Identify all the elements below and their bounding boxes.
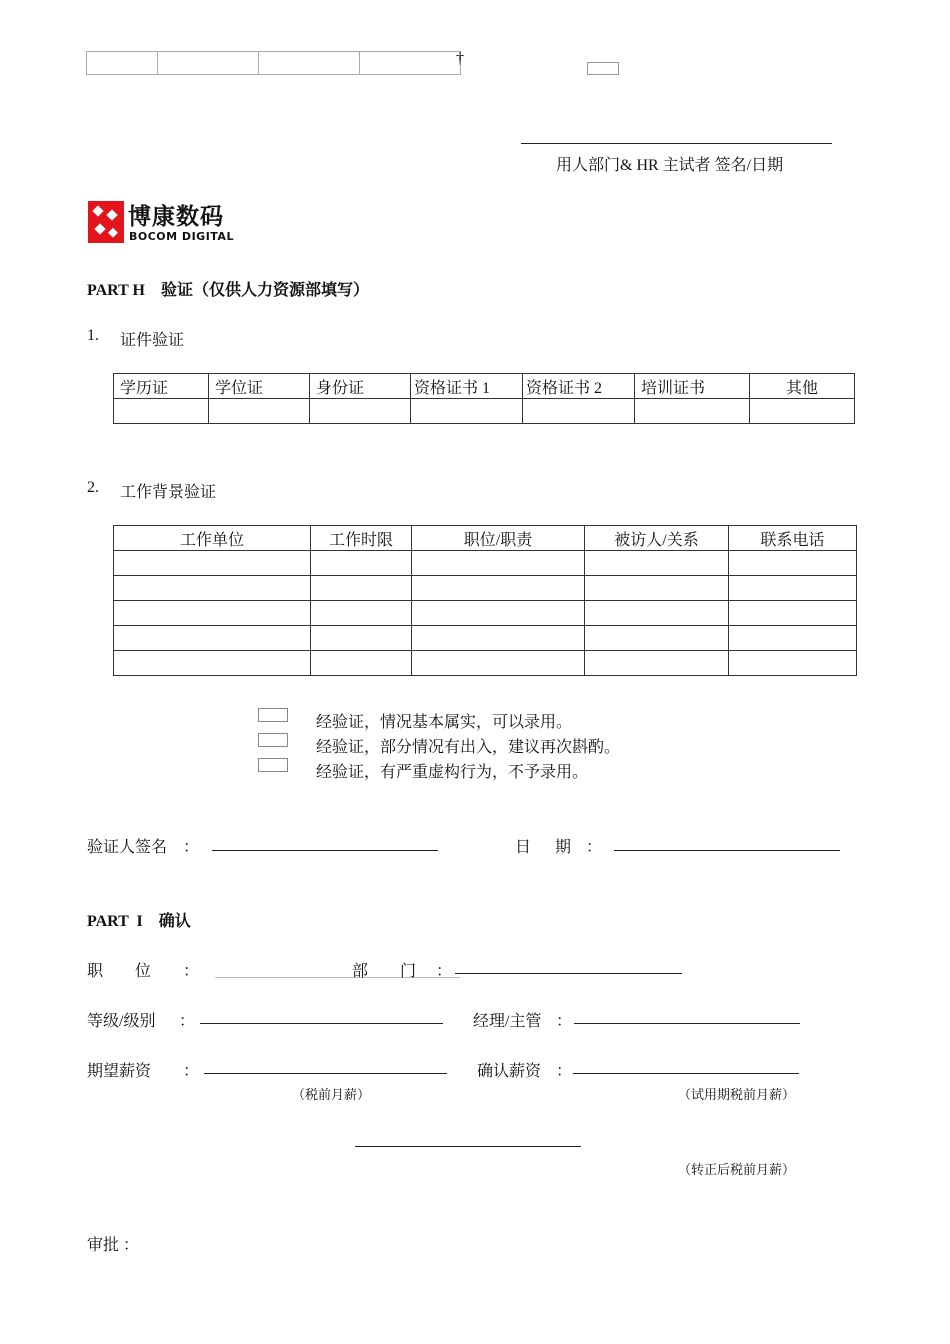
table-row	[114, 626, 857, 651]
top-header-cell	[360, 52, 461, 75]
table-header-cell: 资格证书 1	[411, 374, 523, 399]
table-header-cell: 学位证	[209, 374, 310, 399]
table-header-cell: 工作单位	[114, 526, 311, 551]
table-cell[interactable]	[729, 651, 857, 676]
probation-note: （试用期税前月薪）	[678, 1087, 796, 1102]
option-checkbox-1[interactable]	[258, 708, 288, 722]
regular-salary-field[interactable]	[355, 1146, 581, 1147]
option-checkbox-3[interactable]	[258, 758, 288, 772]
section2-title: 工作背景验证	[120, 484, 217, 501]
part-i-title: PART I 确认	[87, 913, 191, 930]
table-header-cell: 工作时限	[311, 526, 412, 551]
certificate-table	[113, 373, 855, 424]
table-row	[114, 576, 857, 601]
regular-salary-note: （转正后税前月薪）	[678, 1162, 796, 1177]
table-header-row	[114, 374, 855, 399]
option-checkbox-2[interactable]	[258, 733, 288, 747]
section2-number: 2.	[87, 479, 99, 496]
table-cell[interactable]	[585, 576, 729, 601]
colon: ：	[586, 839, 603, 856]
colon: ：	[436, 963, 453, 980]
table-cell[interactable]	[585, 601, 729, 626]
table-header-cell: 资格证书 2	[523, 374, 635, 399]
manager-field[interactable]	[574, 1023, 800, 1024]
table-cell[interactable]	[585, 551, 729, 576]
option-label-1: 经验证，情况基本属实，可以录用。	[316, 714, 573, 731]
table-cell[interactable]	[311, 551, 412, 576]
company-logo	[88, 201, 248, 245]
table-cell[interactable]	[311, 626, 412, 651]
department-field[interactable]	[455, 973, 682, 974]
table-row	[114, 601, 857, 626]
position-field[interactable]	[215, 977, 460, 978]
colon: ：	[183, 839, 200, 856]
approval-label: 审批 ：	[87, 1237, 140, 1254]
section1-title: 证件验证	[120, 332, 185, 349]
date-field[interactable]	[614, 850, 840, 851]
table-cell[interactable]	[209, 399, 310, 424]
table-cell[interactable]	[310, 399, 411, 424]
table-header-cell: 其他	[750, 374, 855, 399]
table-cell[interactable]	[729, 551, 857, 576]
manager-label: 经理/主管	[473, 1013, 542, 1030]
logo-cn-text: 博康数码	[128, 204, 224, 230]
table-cell[interactable]	[412, 576, 585, 601]
table-cell[interactable]	[114, 651, 311, 676]
grade-label: 等级/级别	[87, 1013, 156, 1030]
colon: ：	[183, 1063, 200, 1080]
hr-signature-line	[521, 143, 832, 144]
logo-en-text: BOCOM DIGITAL	[129, 230, 234, 243]
table-cell[interactable]	[412, 651, 585, 676]
pre-tax-note: （税前月薪）	[292, 1087, 371, 1102]
top-header-table	[86, 51, 461, 75]
table-cell[interactable]	[114, 576, 311, 601]
top-tick-mark: †	[456, 50, 464, 67]
table-cell[interactable]	[729, 601, 857, 626]
verifier-signature-field[interactable]	[212, 850, 438, 851]
top-small-box	[587, 62, 619, 75]
top-header-cell	[87, 52, 158, 75]
colon: ：	[179, 1013, 196, 1030]
table-cell[interactable]	[411, 399, 523, 424]
table-cell[interactable]	[750, 399, 855, 424]
table-cell[interactable]	[114, 626, 311, 651]
department-label: 部 门	[352, 963, 417, 980]
table-cell[interactable]	[729, 576, 857, 601]
date-label: 日 期	[515, 839, 572, 856]
option-label-3: 经验证，有严重虚构行为，不予录用。	[316, 764, 589, 781]
expected-salary-label: 期望薪资	[87, 1063, 152, 1080]
logo-mark-icon	[88, 201, 124, 243]
table-row	[114, 651, 857, 676]
table-header-cell: 身份证	[310, 374, 411, 399]
table-header-cell: 被访人/关系	[585, 526, 729, 551]
table-cell[interactable]	[114, 601, 311, 626]
table-cell[interactable]	[412, 551, 585, 576]
position-label: 职 位	[87, 963, 152, 980]
table-header-cell: 学历证	[114, 374, 209, 399]
table-header-cell: 培训证书	[635, 374, 750, 399]
table-cell[interactable]	[114, 551, 311, 576]
table-cell[interactable]	[412, 601, 585, 626]
table-cell[interactable]	[412, 626, 585, 651]
table-cell[interactable]	[585, 626, 729, 651]
table-cell[interactable]	[311, 651, 412, 676]
option-label-2: 经验证，部分情况有出入，建议再次斟酌。	[316, 739, 621, 756]
table-header-cell: 联系电话	[729, 526, 857, 551]
section1-number: 1.	[87, 327, 99, 344]
top-header-cell	[158, 52, 259, 75]
verifier-signature-label: 验证人签名	[87, 839, 168, 856]
table-cell[interactable]	[311, 576, 412, 601]
table-row	[114, 399, 855, 424]
table-cell[interactable]	[311, 601, 412, 626]
top-header-cell	[259, 52, 360, 75]
part-h-title: PART H 验证（仅供人力资源部填写）	[87, 282, 369, 299]
table-cell[interactable]	[635, 399, 750, 424]
colon: ：	[556, 1013, 573, 1030]
colon: ：	[556, 1063, 573, 1080]
table-row	[114, 551, 857, 576]
hr-signature-label: 用人部门& HR 主试者 签名/日期	[556, 157, 784, 174]
work-background-table	[113, 525, 857, 676]
table-cell[interactable]	[729, 626, 857, 651]
table-cell[interactable]	[114, 399, 209, 424]
confirmed-salary-label: 确认薪资	[477, 1063, 542, 1080]
grade-field[interactable]	[200, 1023, 443, 1024]
table-cell[interactable]	[523, 399, 635, 424]
confirmed-salary-field[interactable]	[573, 1073, 799, 1074]
expected-salary-field[interactable]	[204, 1073, 447, 1074]
table-header-row	[114, 526, 857, 551]
table-header-cell: 职位/职责	[412, 526, 585, 551]
table-cell[interactable]	[585, 651, 729, 676]
colon: ：	[183, 963, 200, 980]
